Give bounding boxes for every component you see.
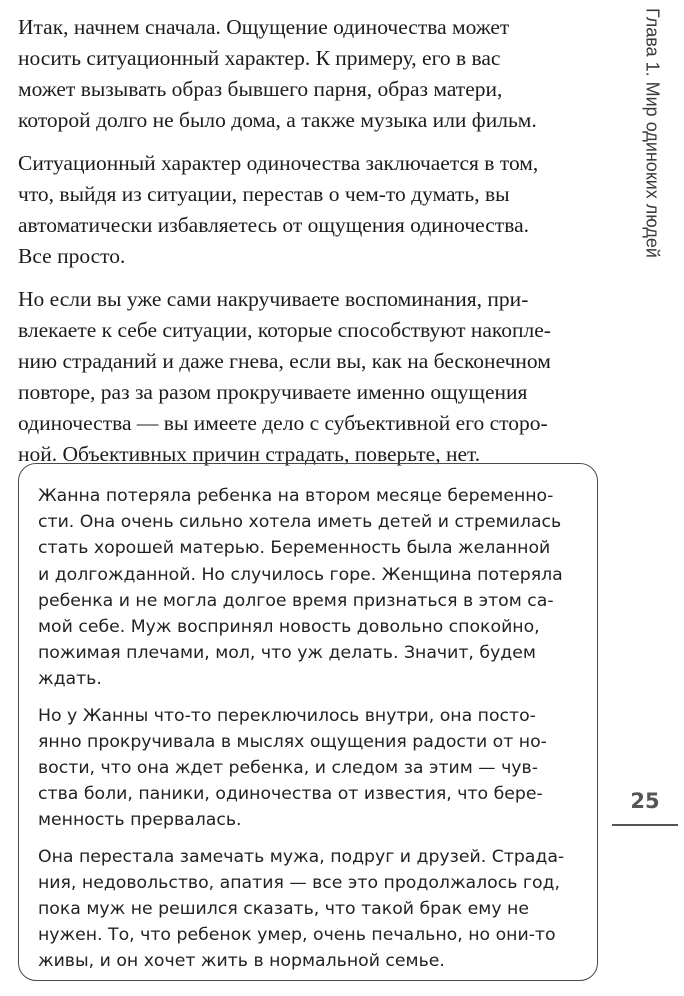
text-line: одиночества — вы имеете дело с субъективной его сторо- <box>18 411 548 435</box>
text-line: Ситуационный характер одиночества заключается в том, <box>18 151 539 175</box>
text-line: живы, и он хочет жить в нормальной семье. <box>38 951 445 972</box>
text-line: нужен. То, что ребенок умер, очень печально, но они-то <box>38 925 556 946</box>
text-line: пока муж не решился сказать, что такой брак ему не <box>38 899 529 920</box>
box-paragraph <box>38 483 583 693</box>
text-line: Все просто. <box>18 244 126 268</box>
text-line: сти. Она очень сильно хотела иметь детей и стремилась <box>38 512 562 533</box>
text-line: нию страданий и даже гнева, если вы, как на бесконечном <box>18 349 551 373</box>
text-line: ства боли, паники, одиночества от известия, что бере- <box>38 784 543 805</box>
text-line: ждать. <box>38 669 102 690</box>
text-line: повторе, раз за разом прокручиваете именно ощущения <box>18 380 528 404</box>
running-header <box>620 8 684 308</box>
text-line: вости, что она ждет ребенка, и следом за этим — чув- <box>38 758 538 779</box>
text-line: менность прервалась. <box>38 810 242 831</box>
text-line: янно прокручивала в мыслях ощущения радости от но- <box>38 731 547 752</box>
text-line: может вызывать образ бывшего парня, образ матери, <box>18 77 503 101</box>
text-line: влекаете к себе ситуации, которые способствуют накопле- <box>18 318 551 342</box>
chapter-title: Глава 1. Мир одиноких людей <box>642 8 663 258</box>
text-line: и долгожданной. Но случилось горе. Женщина потеряла <box>38 564 563 585</box>
paragraph <box>18 12 598 136</box>
text-line: которой долго не было дома, а также музыка или фильм. <box>18 108 537 132</box>
text-line: носить ситуационный характер. К примеру, его в вас <box>18 46 501 70</box>
text-line: ной. Объективных причин страдать, поверьте, нет. <box>18 442 481 466</box>
text-line: автоматически избавляетесь от ощущения одиночества. <box>18 213 529 237</box>
text-line: стать хорошей матерью. Беременность была желанной <box>38 538 551 559</box>
text-line: Но у Жанны что-то переключилось внутри, она посто- <box>38 705 536 726</box>
text-line: Но если вы уже сами накручиваете воспоминания, при- <box>18 287 529 311</box>
text-line: ребенка и не могла долгое время признаться в этом са- <box>38 590 554 611</box>
main-text <box>18 12 598 482</box>
box-paragraph <box>38 844 583 975</box>
text-line: Жанна потеряла ребенка на втором месяце беременно- <box>38 486 554 506</box>
paragraph <box>18 284 598 470</box>
paragraph <box>18 148 598 272</box>
text-line: пожимая плечами, мол, что уж делать. Значит, будем <box>38 643 536 664</box>
text-line: Она перестала замечать мужа, подруг и друзей. Страда- <box>38 846 565 867</box>
text-line: мой себе. Муж воспринял новость довольно спокойно, <box>38 617 540 638</box>
example-box-text <box>38 483 583 985</box>
box-paragraph <box>38 703 583 834</box>
text-line: ния, недовольство, апатия — все это продолжалось год, <box>38 872 560 893</box>
page-number: 25 <box>612 784 678 826</box>
text-line: Итак, начнем сначала. Ощущение одиночества может <box>18 15 510 39</box>
text-line: что, выйдя из ситуации, перестав о чем-то думать, вы <box>18 182 510 206</box>
